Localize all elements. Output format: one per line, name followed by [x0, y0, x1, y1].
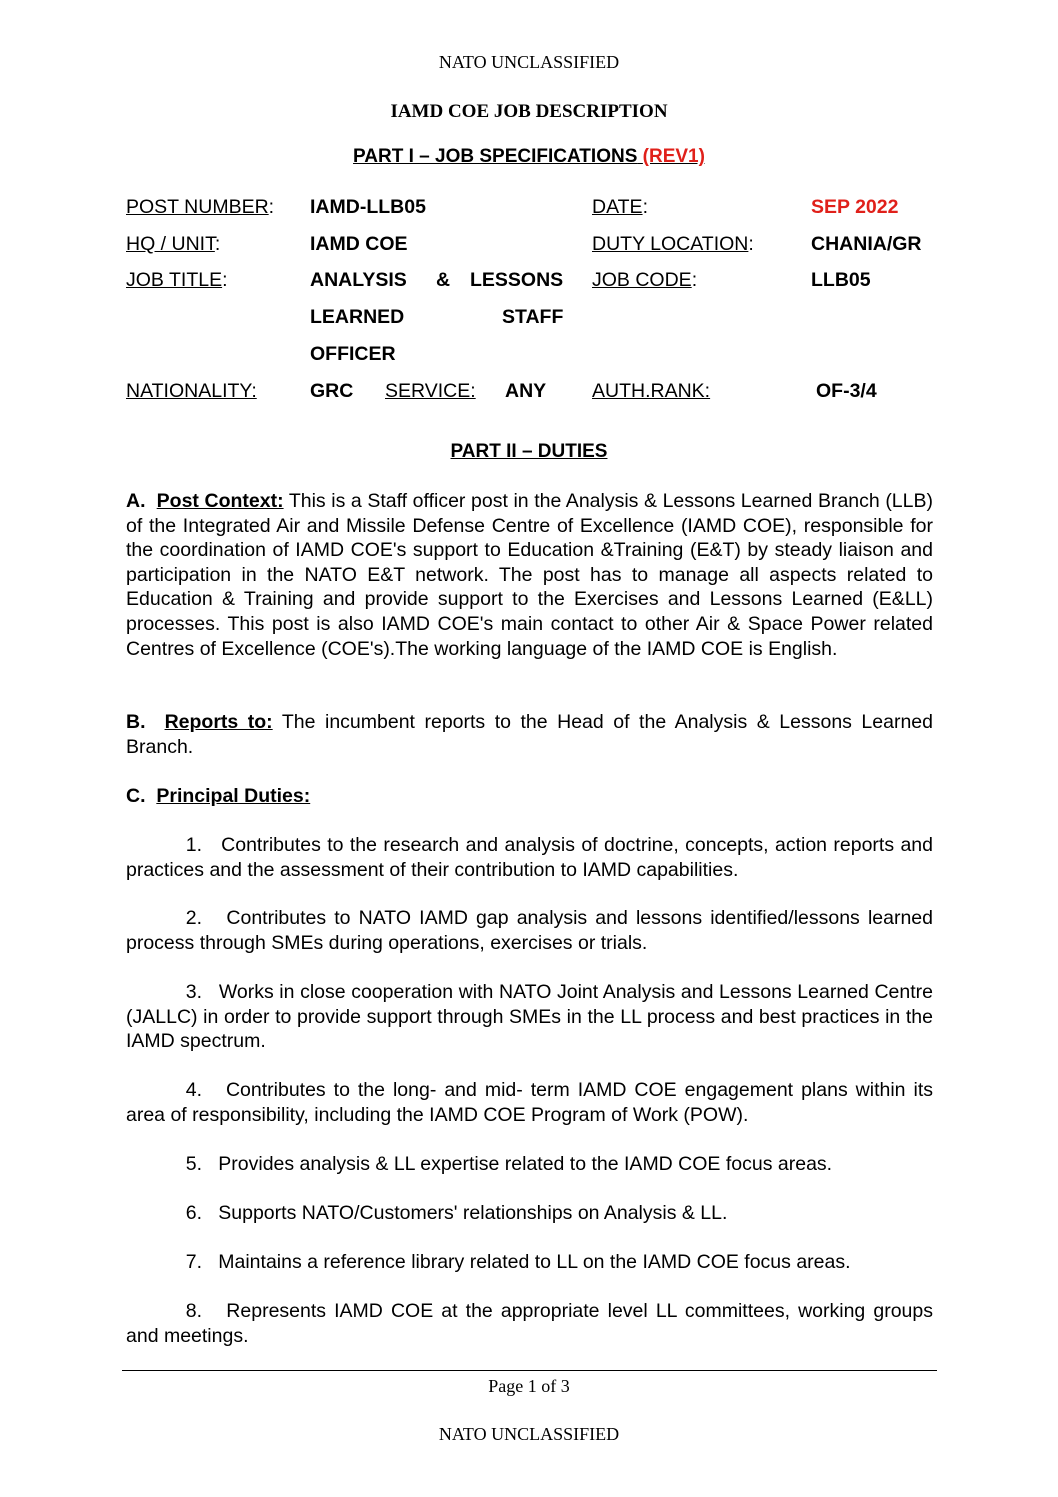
duty-item: [126, 833, 933, 882]
part1-title-text: PART I – JOB SPECIFICATIONS: [353, 146, 638, 167]
job-title-word-analysis: ANALYSIS: [310, 269, 407, 291]
service-label: SERVICE:: [385, 380, 476, 402]
duty-number: 3.: [185, 981, 202, 1003]
job-title-word-staff: STAFF: [502, 306, 564, 328]
duty-text: Maintains a reference library related to LL on the IAMD COE focus areas.: [218, 1251, 851, 1273]
page-number: Page 1 of 3: [488, 1376, 570, 1396]
classification-bottom: NATO UNCLASSIFIED: [438, 1424, 620, 1444]
hq-unit-value: IAMD COE: [310, 233, 408, 255]
duty-text: Works in close cooperation with NATO Joint Analysis and Lessons Learned Centre (JALLC) in order to provide support through SMEs in the LL process and best practices in the IAMD spectrum.: [126, 981, 933, 1053]
section-b-reports-to: [126, 710, 933, 759]
hq-unit-label: HQ / UNIT:: [126, 233, 221, 255]
section-b-heading: Reports to:: [164, 711, 273, 733]
duty-location-value: CHANIA/GR: [811, 233, 922, 255]
service-value: ANY: [505, 380, 547, 402]
job-code-label: JOB CODE:: [592, 269, 698, 291]
section-c-prefix: C.: [126, 785, 146, 807]
duty-text: Represents IAMD COE at the appropriate level LL committees, working groups and meetings.: [126, 1300, 933, 1347]
duty-number: 5.: [185, 1153, 202, 1175]
duty-text: Provides analysis & LL expertise related to the IAMD COE focus areas.: [218, 1153, 833, 1175]
section-a-prefix: A.: [126, 490, 146, 512]
duty-text: Supports NATO/Customers' relationships on Analysis & LL.: [218, 1202, 728, 1224]
footer-divider: [122, 1370, 937, 1371]
job-title-word-officer: OFFICER: [310, 343, 396, 365]
duty-item: [126, 1078, 933, 1127]
duty-item: [126, 1201, 933, 1226]
nationality-value: GRC: [310, 380, 354, 402]
section-a-post-context: [126, 489, 933, 661]
job-title-word-ampersand: &: [436, 269, 451, 291]
duty-text: Contributes to the long- and mid- term IAMD COE engagement plans within its area of responsibility, including the IAMD COE Program of Work (POW).: [126, 1079, 934, 1126]
section-a-heading: Post Context:: [156, 490, 284, 512]
section-b-prefix: B.: [126, 711, 146, 733]
job-title-word-learned: LEARNED: [310, 306, 405, 328]
duty-text: Contributes to NATO IAMD gap analysis and lessons identified/lessons learned process through SMEs during operations, exercises or trials.: [126, 907, 933, 954]
post-number-value: IAMD-LLB05: [310, 196, 426, 218]
duty-item: [126, 1250, 933, 1275]
duty-text: Contributes to the research and analysis of doctrine, concepts, action reports and practices and the assessment of their contribution to IAMD capabilities.: [126, 834, 933, 881]
duty-number: 4.: [185, 1079, 202, 1101]
duty-location-label: DUTY LOCATION:: [592, 233, 754, 255]
duty-number: 7.: [185, 1251, 202, 1273]
part2-title: PART II – DUTIES: [450, 441, 608, 462]
auth-rank-label: AUTH.RANK:: [592, 380, 711, 402]
duty-item: [126, 980, 933, 1054]
section-c-heading-line: [126, 784, 933, 809]
nationality-label: NATIONALITY:: [126, 380, 257, 402]
duty-number: 8.: [185, 1300, 202, 1322]
duty-number: 6.: [185, 1202, 202, 1224]
duty-item: [126, 1299, 933, 1348]
duty-item: [126, 1152, 933, 1177]
part1-title: [0, 146, 1058, 168]
date-value: SEP 2022: [811, 196, 899, 218]
job-title-label: JOB TITLE:: [126, 269, 228, 291]
post-number-label: POST NUMBER:: [126, 196, 275, 218]
section-c-heading: Principal Duties:: [156, 785, 311, 807]
section-b-text: The incumbent reports to the Head of the Analysis & Lessons Learned Branch.: [126, 711, 933, 758]
document-title: IAMD COE JOB DESCRIPTION: [390, 101, 668, 122]
section-a-text: This is a Staff officer post in the Analysis & Lessons Learned Branch (LLB) of the Integrated Air and Missile Defense Centre of Excellence (IAMD COE), responsible for the coordination of IAMD COE's support to Education &Training (E&T) by steady liaison and participation in the NATO E&T network. The post has to manage all aspects related to Education & Training and provide support to the Exercises and Lessons Learned (E&LL) processes. This post is also IAMD COE's main contact to other Air & Space Power related Centres of Excellence (COE's).The working language of the IAMD COE is English.: [126, 490, 933, 660]
job-code-value: LLB05: [811, 269, 871, 291]
duty-number: 1.: [185, 834, 202, 856]
job-title-word-lessons: LESSONS: [470, 269, 564, 291]
auth-rank-value: OF-3/4: [816, 380, 877, 402]
classification-top: NATO UNCLASSIFIED: [438, 52, 620, 72]
date-label: DATE:: [592, 196, 648, 218]
revision-tag: (REV1): [642, 146, 705, 167]
duty-item: [126, 906, 933, 955]
duty-number: 2.: [185, 907, 202, 929]
